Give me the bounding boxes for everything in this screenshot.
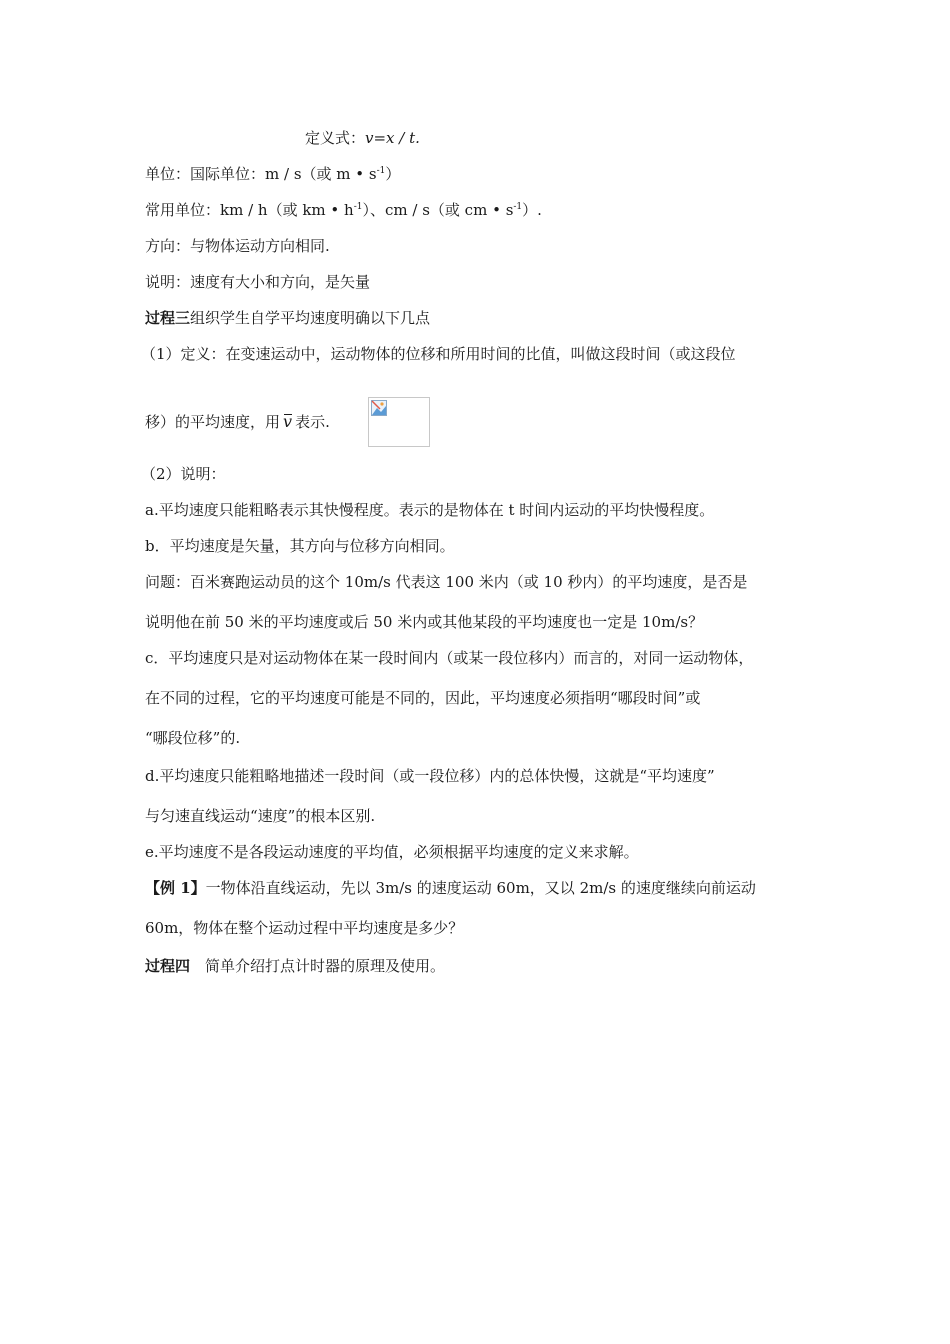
- process-four-text: 简单介绍打点计时器的原理及使用。: [190, 957, 446, 975]
- explanation-heading: （2）说明：: [141, 465, 226, 483]
- point-e: e.平均速度不是各段运动速度的平均值，必须根据平均速度的定义来求解。: [145, 843, 639, 861]
- broken-image-icon: [371, 400, 387, 416]
- point-d-line2: 与匀速直线运动“速度”的根本区别.: [145, 807, 376, 825]
- image-placeholder: [368, 397, 430, 447]
- common-units-exp2: -1: [513, 202, 523, 212]
- average-velocity-symbol: v: [283, 412, 293, 431]
- common-units-b: （或 km • h: [267, 201, 354, 219]
- si-unit-line: [145, 164, 400, 184]
- si-unit-exponent: -1: [376, 166, 386, 176]
- common-units-exp1: -1: [353, 202, 363, 212]
- common-units-d: ）.: [522, 201, 542, 219]
- process-four-label: 过程四: [145, 957, 191, 975]
- common-units-line: [145, 200, 542, 220]
- point-b: b．平均速度是矢量，其方向与位移方向相同。: [145, 537, 455, 555]
- velocity-formula: v=x / t.: [365, 129, 420, 147]
- process-three-heading: [145, 308, 430, 328]
- process-three-label: 过程三: [145, 309, 191, 327]
- definition-label: 定义式：: [305, 129, 366, 147]
- definition-line2-b: 表示.: [295, 413, 330, 431]
- point-c-line2: 在不同的过程，它的平均速度可能是不同的，因此，平均速度必须指明“哪段时间”或: [145, 689, 701, 707]
- example-one-line1: [145, 878, 756, 898]
- point-d-line1: d.平均速度只能粗略地描述一段时间（或一段位移）内的总体快慢，这就是“平均速度”: [145, 767, 715, 785]
- point-c-line3: “哪段位移”的.: [145, 729, 241, 747]
- question-line1: 问题：百米赛跑运动员的这个 10m/s 代表这 100 米内（或 10 秒内）的平均速度，是否是: [145, 573, 748, 591]
- common-units-a: 常用单位：km / h: [145, 201, 268, 219]
- question-line2: 说明他在前 50 米的平均速度或后 50 米内或其他某段的平均速度也一定是 10m/s？: [145, 613, 704, 631]
- process-four-heading: [145, 956, 445, 976]
- si-unit-text: 单位：国际单位：m / s（或 m • s: [145, 165, 377, 183]
- definition-paragraph-line2: [145, 412, 330, 432]
- process-three-text: 组织学生自学平均速度明确以下几点: [190, 309, 431, 327]
- example-one-text: 一物体沿直线运动，先以 3m/s 的速度运动 60m，又以 2m/s 的速度继续向前运动: [205, 879, 756, 897]
- direction-line: 方向：与物体运动方向相同.: [145, 237, 330, 255]
- definition-paragraph-line1: （1）定义：在变速运动中，运动物体的位移和所用时间的比值，叫做这段时间（或这段位: [141, 345, 736, 363]
- definition-line2-a: 移）的平均速度，用: [145, 413, 281, 431]
- point-a: a.平均速度只能粗略表示其快慢程度。表示的是物体在 t 时间内运动的平均快慢程度。: [145, 501, 715, 519]
- example-one-line2: 60m，物体在整个运动过程中平均速度是多少？: [145, 919, 464, 937]
- example-one-label: 【例 1】: [145, 879, 206, 897]
- point-c-line1: c．平均速度只是对运动物体在某一段时间内（或某一段位移内）而言的，对同一运动物体，: [145, 649, 754, 667]
- definition-formula-line: [305, 128, 420, 148]
- explanation-line: 说明：速度有大小和方向，是矢量: [145, 273, 371, 291]
- si-unit-tail: ）: [385, 165, 401, 183]
- common-units-c: ）、cm / s（或 cm • s: [362, 201, 514, 219]
